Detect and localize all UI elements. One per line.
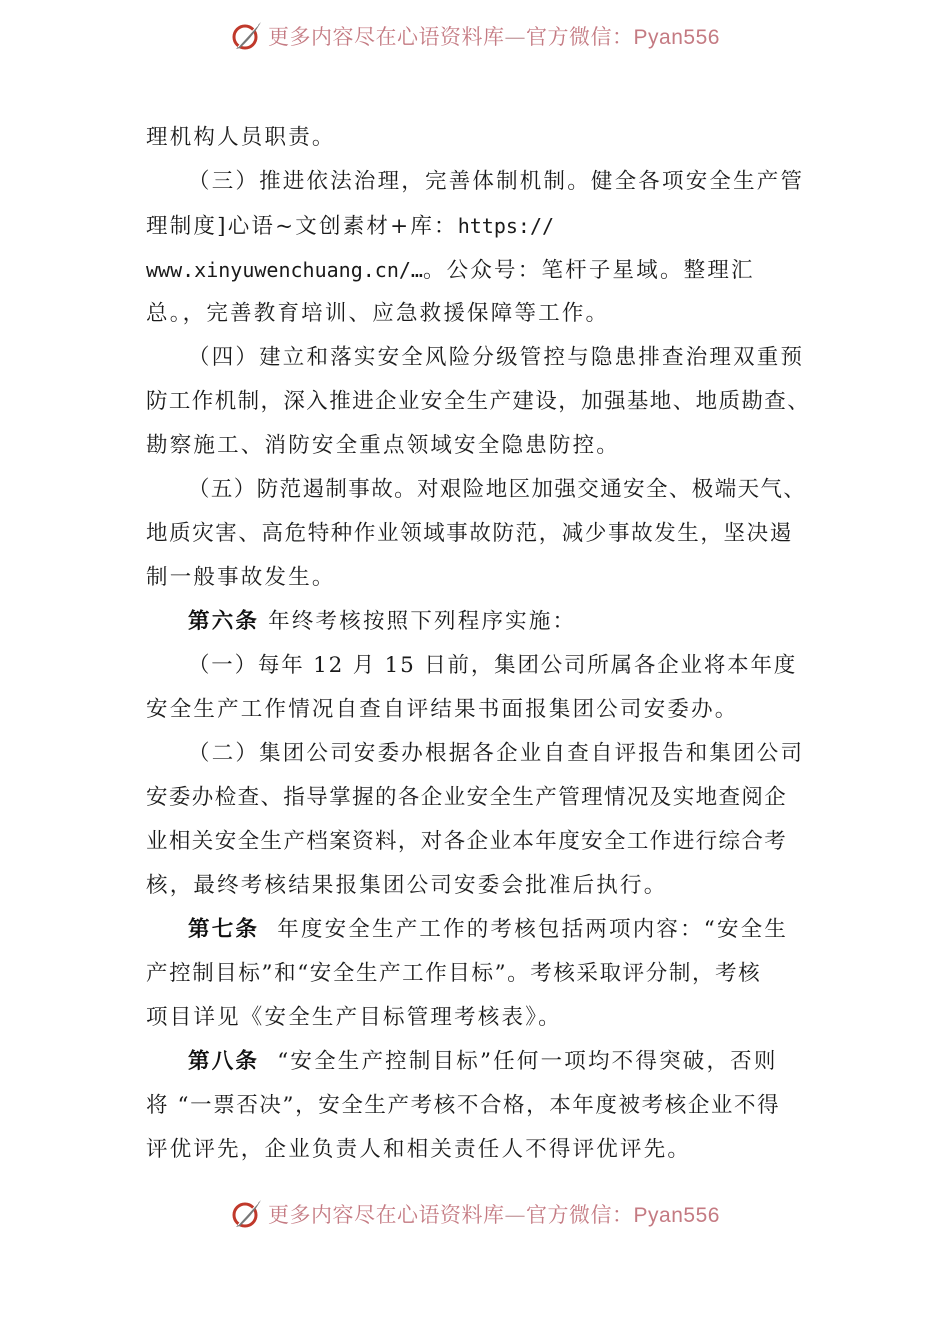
text-line: 勘察施工、消防安全重点领域安全隐患防控。 [146, 433, 621, 458]
banner-separator: — [504, 1203, 527, 1227]
text-line-content: （三）推进依法治理，完善体制机制。健全各项安全生产管 [188, 169, 805, 194]
text-line-content: 年终考核按照下列程序实施： [268, 609, 577, 634]
banner-library-name: 更多内容尽在心语资料库 [268, 1203, 505, 1227]
url-fragment: https:// [457, 214, 555, 238]
footer-banner [0, 1192, 950, 1236]
text-line: 评优评先，企业负责人和相关责任人不得评优评先。 [146, 1137, 692, 1162]
quill-logo-icon [230, 19, 264, 53]
text-line: 业相关安全生产档案资料，对各企业本年度安全工作进行综合考 [146, 829, 788, 854]
article-heading-line [146, 600, 806, 644]
text-line-content: 。公众号：笔杆子星域。整理汇 [422, 258, 755, 283]
text-line: 安全生产工作情况自查自评结果书面报集团公司安委办。 [146, 697, 739, 722]
banner-separator: — [504, 25, 527, 49]
text-line: 核，最终考核结果报集团公司安委会批准后执行。 [146, 873, 668, 898]
quill-logo-icon [230, 1197, 264, 1231]
text-line: （五）防范遏制事故。对艰险地区加强交通安全、极端天气、 [188, 477, 807, 502]
text-line: （一）每年 12 月 15 日前，集团公司所属各企业将本年度 [188, 653, 798, 678]
url-fragment: www.xinyuwenchuang.cn/… [146, 258, 423, 282]
banner-text [268, 21, 720, 51]
text-line: 总。，完善教育培训、应急救援保障等工作。 [146, 301, 610, 326]
text-line: （二）集团公司安委办根据各企业自查自评报告和集团公司 [188, 741, 805, 766]
text-line-content: “安全生产控制目标”任何一项均不得突破，否则 [277, 1049, 778, 1074]
text-line: 产控制目标”和“安全生产工作目标”。考核采取评分制，考核 [146, 961, 762, 986]
text-line: 理机构人员职责。 [146, 125, 336, 150]
text-line: 安委办检查、指导掌握的各企业安全生产管理情况及实地查阅企 [146, 785, 788, 810]
banner-wechat-id: Pyan556 [633, 1204, 720, 1227]
banner-wechat-id: Pyan556 [633, 26, 720, 49]
banner-text [268, 1199, 720, 1229]
document-body [146, 116, 811, 1172]
text-line-content: 理制度]心语~文创素材+库： [146, 214, 458, 239]
text-line: 地质灾害、高危特种作业领域事故防范，减少事故发生，坚决遏 [146, 521, 793, 546]
text-line-content: 年度安全生产工作的考核包括两项内容：“安全生 [277, 917, 789, 942]
article-number: 第六条 [188, 609, 260, 634]
article-heading-line [146, 908, 806, 952]
text-line [146, 248, 806, 292]
text-line: 防工作机制，深入推进企业安全生产建设，加强基地、地质勘查、 [146, 389, 811, 414]
text-line [146, 204, 806, 248]
text-line: 制一般事故发生。 [146, 565, 336, 590]
banner-wechat-label: 官方微信： [526, 1203, 634, 1227]
text-line: （四）建立和落实安全风险分级管控与隐患排查治理双重预 [188, 345, 805, 370]
banner-library-name: 更多内容尽在心语资料库 [268, 25, 505, 49]
article-heading-line [146, 1040, 806, 1084]
text-line: 项目详见《安全生产目标管理考核表》。 [146, 1005, 562, 1030]
banner-wechat-label: 官方微信： [526, 25, 634, 49]
header-banner [0, 14, 950, 58]
article-number: 第八条 [188, 1049, 260, 1074]
article-number: 第七条 [188, 917, 260, 942]
text-line: 将 “一票否决”，安全生产考核不合格，本年度被考核企业不得 [146, 1093, 781, 1118]
text-line [146, 160, 806, 204]
